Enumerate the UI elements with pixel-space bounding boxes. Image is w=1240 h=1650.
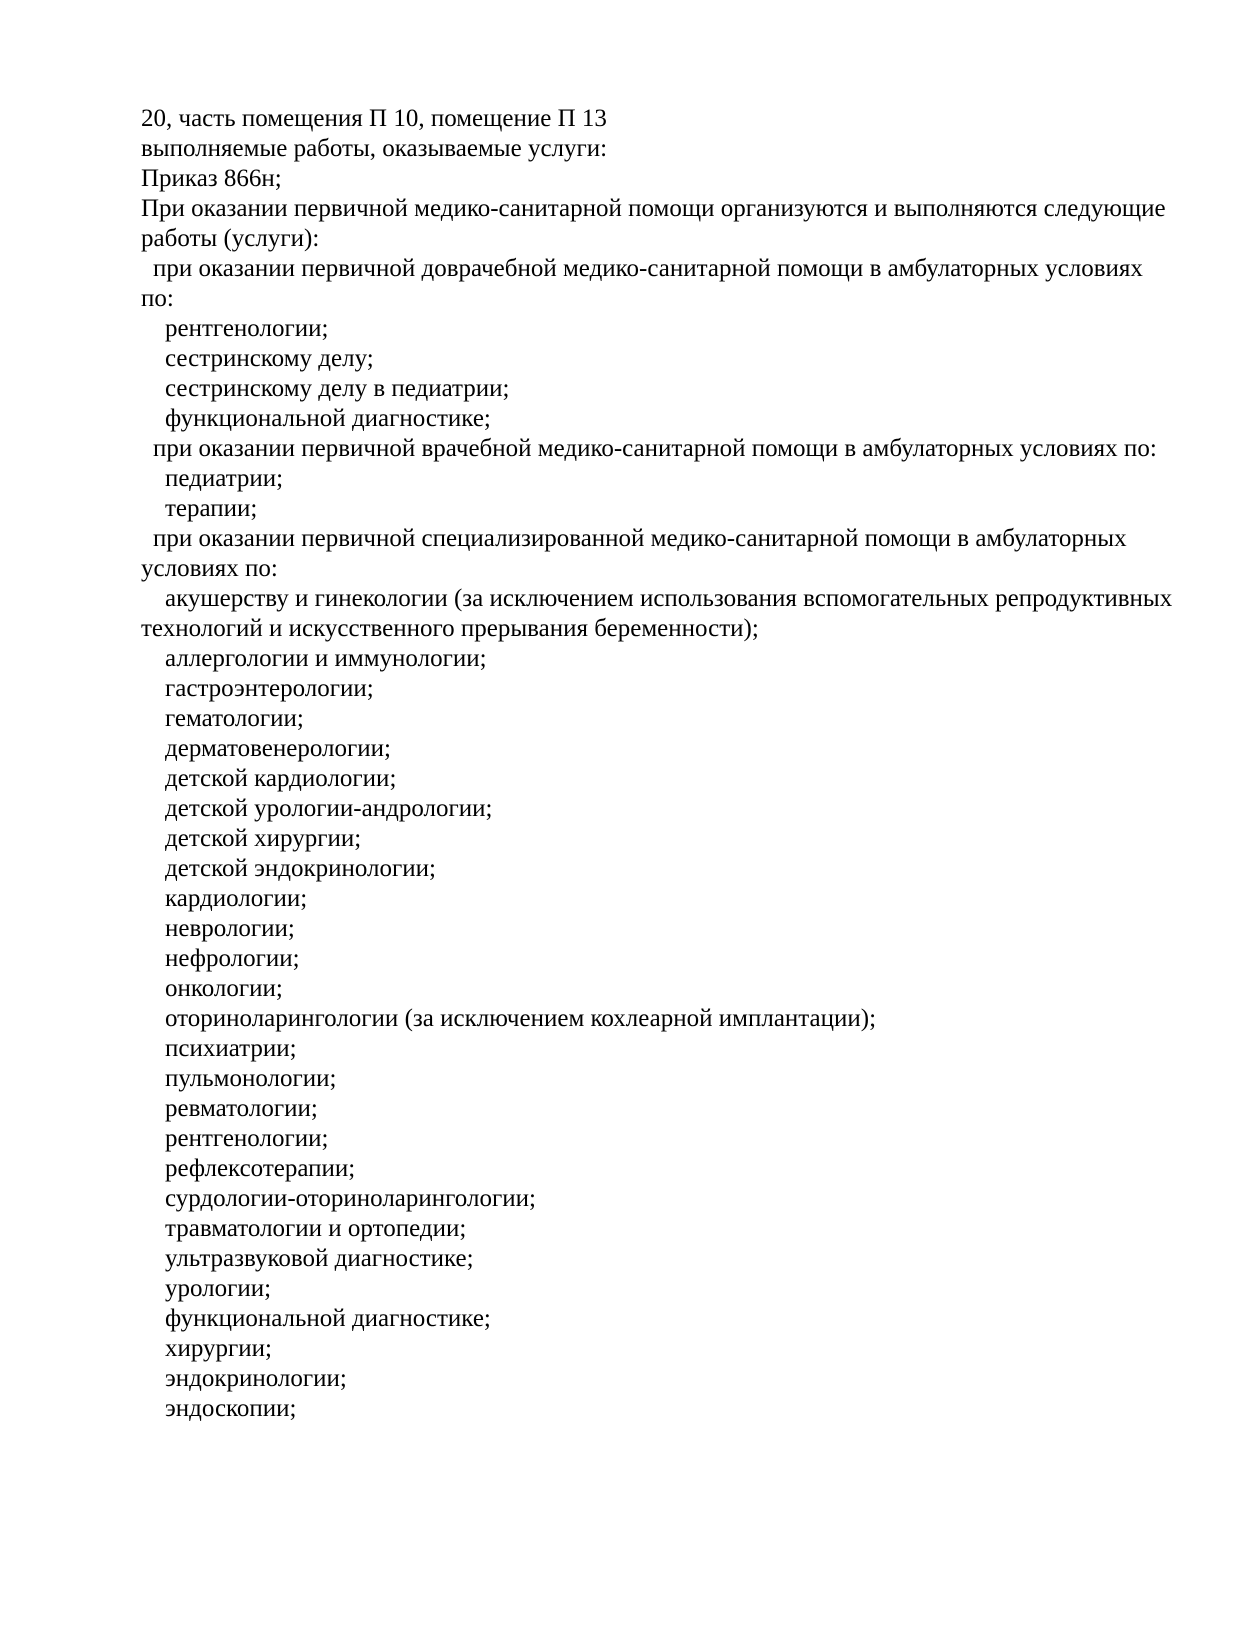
text-line: урологии; [165, 1275, 272, 1302]
text-line: педиатрии; [165, 465, 284, 492]
text-line: оториноларингологии (за исключением кохлеарной имплантации); [165, 1005, 877, 1032]
text-line: эндокринологии; [165, 1365, 347, 1392]
text-line: кардиологии; [165, 885, 308, 912]
text-line: гастроэнтерологии; [165, 675, 374, 702]
text-line: При оказании первичной медико-санитарной помощи организуются и выполняются следующие [141, 195, 1166, 222]
text-line: выполняемые работы, оказываемые услуги: [141, 135, 608, 162]
text-line: рентгенологии; [165, 1125, 329, 1152]
text-line: при оказании первичной врачебной медико-санитарной помощи в амбулаторных условиях по: [153, 435, 1157, 462]
text-line: нефрологии; [165, 945, 300, 972]
text-line: акушерству и гинекологии (за исключением использования вспомогательных репродуктивных [165, 585, 1173, 612]
text-line: дерматовенерологии; [165, 735, 391, 762]
text-line: Приказ 866н; [141, 165, 282, 192]
text-line: хирургии; [165, 1335, 273, 1362]
text-line: терапии; [165, 495, 258, 522]
text-line: неврологии; [165, 915, 295, 942]
text-line: сестринскому делу в педиатрии; [165, 375, 510, 402]
text-line: сурдологии-оториноларингологии; [165, 1185, 536, 1212]
text-line: сестринскому делу; [165, 345, 374, 372]
text-line: онкологии; [165, 975, 283, 1002]
text-line: эндоскопии; [165, 1395, 297, 1422]
text-line: травматологии и ортопедии; [165, 1215, 467, 1242]
text-line: при оказании первичной доврачебной медико-санитарной помощи в амбулаторных условиях [153, 255, 1143, 282]
text-line: работы (услуги): [141, 225, 320, 252]
text-line: по: [141, 285, 174, 312]
document-text [141, 104, 1173, 1424]
text-line: ревматологии; [165, 1095, 318, 1122]
text-line: функциональной диагностике; [165, 405, 491, 432]
text-line: пульмонологии; [165, 1065, 337, 1092]
text-line: технологий и искусственного прерывания беременности); [141, 615, 759, 642]
text-line: условиях по: [141, 555, 278, 582]
text-line: функциональной диагностике; [165, 1305, 491, 1332]
text-line: гематологии; [165, 705, 304, 732]
text-line: психиатрии; [165, 1035, 297, 1062]
text-line: аллергологии и иммунологии; [165, 645, 487, 672]
text-line: при оказании первичной специализированной медико-санитарной помощи в амбулаторных [153, 525, 1127, 552]
text-line: ультразвуковой диагностике; [165, 1245, 474, 1272]
text-line: рентгенологии; [165, 315, 329, 342]
text-line: детской урологии-андрологии; [165, 795, 493, 822]
text-line: 20, часть помещения П 10, помещение П 13 [141, 105, 607, 132]
text-line: детской хирургии; [165, 825, 362, 852]
text-line: детской кардиологии; [165, 765, 397, 792]
text-line: детской эндокринологии; [165, 855, 436, 882]
text-line: рефлексотерапии; [165, 1155, 356, 1182]
